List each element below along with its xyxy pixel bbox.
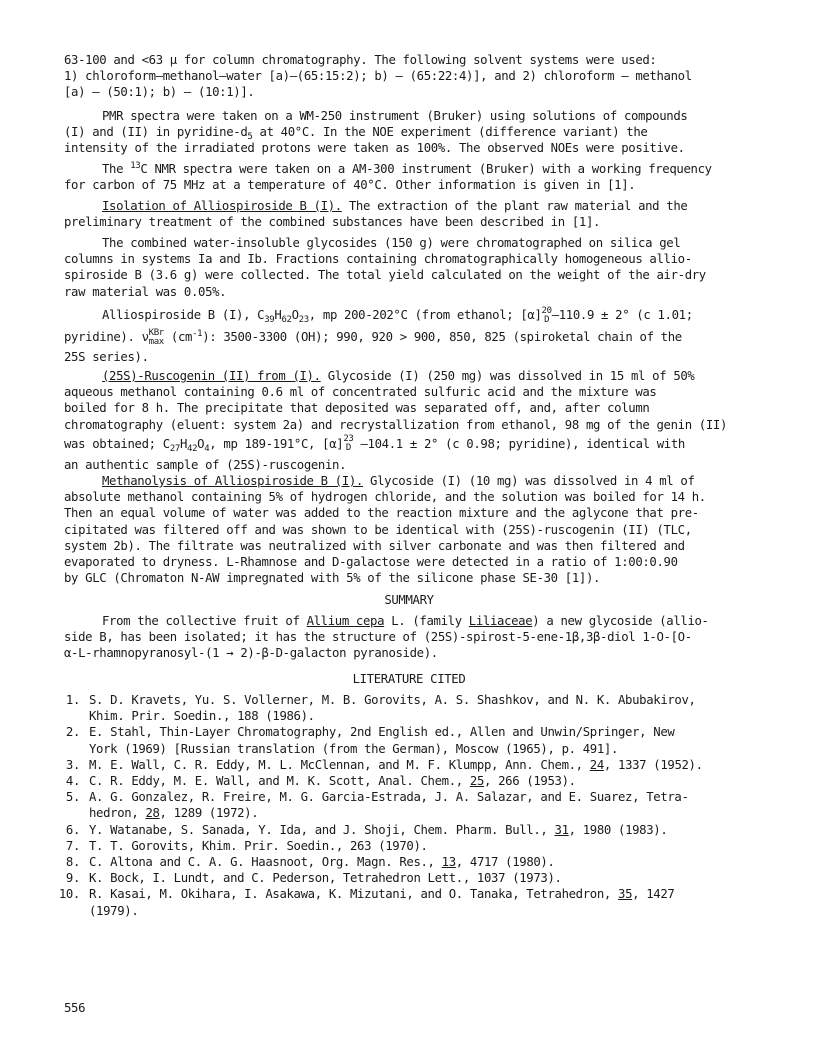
text-line: side B, has been isolated; it has the structure of (25S)-spirost-5-ene-1β,3β-diol 1-O-[O-: [64, 630, 692, 645]
text-line: evaporated to dryness. L-Rhamnose and D-galactose were detected in a ratio of 1:00:0.90: [64, 555, 678, 570]
text-line: [64, 368, 754, 384]
text-line: spiroside B (3.6 g) were collected. The total yield calculated on the weight of the air-dry: [64, 268, 706, 283]
text-line: [89, 757, 756, 773]
reference-item: [46, 870, 756, 886]
reference-number: 2.: [65, 725, 80, 740]
text-span: , 1337 (1952).: [603, 757, 703, 772]
text-span: , 1289 (1972).: [159, 806, 259, 821]
text-line: Then an equal volume of water was added to the reaction mixture and the aglycone that pre-: [64, 506, 699, 521]
isolation-paragraph: [64, 198, 754, 230]
subscript: 5: [247, 132, 253, 143]
text-line: [89, 886, 756, 902]
reference-text: [89, 773, 756, 789]
intro-paragraph: [64, 52, 754, 101]
text-line: absolute methanol containing 5% of hydrogen chloride, and the solution was boiled for 14 h.: [64, 490, 706, 505]
summary-heading: SUMMARY: [384, 593, 434, 607]
text-line: chromatography (eluent: system 2a) and recrystallization from ethanol, 98 mg of the genin (II): [64, 417, 728, 432]
volume-number: 35: [618, 887, 633, 902]
text-line: cipitated was filtered off and was shown to be identical with (25S)-ruscogenin (II) (TLC,: [64, 522, 692, 537]
subscript: D: [544, 314, 550, 325]
reference-text: [89, 757, 756, 773]
text-line: an authentic sample of (25S)-ruscogenin.: [64, 457, 347, 472]
volume-number: 24: [589, 757, 604, 772]
text-line: [89, 854, 756, 870]
text-span: Glycoside (I) (10 mg) was dissolved in 4 ml of: [362, 474, 695, 488]
text-line: [89, 822, 756, 838]
superscript: 13: [130, 161, 141, 171]
text-line: [89, 805, 756, 821]
reference-number: 5.: [65, 790, 80, 805]
subscript: 39: [264, 315, 275, 325]
reference-item: [46, 854, 756, 870]
text-line: A. G. Gonzalez, R. Freire, M. G. Garcia-Estrada, J. A. Salazar, and E. Suarez, Tetra-: [89, 790, 689, 805]
text-line: [64, 161, 754, 177]
reference-text: [89, 886, 756, 918]
reference-text: [89, 822, 756, 838]
text-line: 63-100 and <63 μ for column chromatography. The following solvent systems were used:: [64, 53, 657, 67]
reference-item: [46, 757, 756, 773]
text-span: Y. Watanabe, S. Sanada, Y. Ida, and J. Shoji, Chem. Pharm. Bull.,: [89, 822, 555, 837]
text-line: [64, 613, 754, 629]
superscript: 23: [343, 434, 354, 445]
section-heading: Methanolysis of Alliospiroside B (I).: [102, 474, 363, 488]
text-span: (cm: [163, 330, 193, 344]
reference-item: [46, 724, 756, 756]
text-line: York (1969) [Russian translation (from the German), Moscow (1965), p. 491].: [89, 741, 619, 756]
text-span: (I) and (II) in pyridine-d: [64, 125, 248, 140]
summary-paragraph: [64, 613, 754, 662]
text-span: , 4717 (1980).: [455, 855, 555, 870]
rotation-indices: [542, 307, 552, 325]
subscript: 23: [298, 315, 309, 325]
methanolysis-paragraph: [64, 473, 754, 586]
text-line: [64, 198, 754, 214]
ruscogenin-paragraph: [64, 368, 754, 475]
page-number: 556: [64, 1001, 86, 1015]
text-line: E. Stahl, Thin-Layer Chromatography, 2nd English ed., Allen and Unwin/Springer, New: [89, 725, 675, 740]
text-span: C. Altona and C. A. G. Haasnoot, Org. Magn. Res.,: [89, 855, 442, 870]
text-line: K. Bock, I. Lundt, and C. Pederson, Tetrahedron Lett., 1037 (1973).: [89, 871, 562, 886]
text-span: Alliospiroside B (I), C: [102, 308, 265, 322]
text-span: pyridine). ν: [64, 330, 149, 344]
text-span: R. Kasai, M. Okihara, I. Asakawa, K. Mizutani, and O. Tanaka, Tetrahedron,: [89, 887, 619, 902]
text-span: at 40°C. In the NOE experiment (difference variant) the: [252, 125, 648, 140]
reference-item: [46, 822, 756, 838]
volume-number: 31: [554, 822, 569, 837]
text-span: O: [197, 436, 205, 451]
subscript: D: [345, 443, 351, 454]
text-span: H: [274, 308, 282, 322]
text-span: C. R. Eddy, M. E. Wall, and M. K. Scott, Anal. Chem.,: [89, 774, 470, 789]
text-line: [a) — (50:1); b) — (10:1)].: [64, 85, 255, 100]
text-line: system 2b). The filtrate was neutralized with silver carbonate and was then filtered and: [64, 538, 685, 553]
text-line: Khim. Prir. Soedin., 188 (1986).: [89, 709, 315, 724]
reference-item: [46, 886, 756, 918]
rotation-indices: [343, 435, 353, 453]
pmr-paragraph: [64, 108, 754, 157]
text-line: intensity of the irradiated protons were taken as 100%. The observed NOEs were positive.: [64, 141, 685, 156]
compound-paragraph: [64, 304, 754, 366]
combined-paragraph: [64, 235, 754, 300]
text-span: , 1427: [632, 887, 675, 902]
text-line: [64, 433, 754, 455]
text-line: 25S series).: [64, 350, 149, 364]
text-span: Glycoside (I) (250 mg) was dissolved in 15 ml of 50%: [320, 369, 695, 383]
text-line: S. D. Kravets, Yu. S. Vollerner, M. B. Gorovits, A. S. Shashkov, and N. K. Abubakirov,: [89, 693, 696, 707]
text-span: L. (family: [384, 614, 469, 628]
reference-text: [89, 724, 756, 756]
text-line: by GLC (Chromaton N-AW impregnated with 5% of the silicone phase SE-30 [1]).: [64, 571, 601, 586]
family-name: Liliaceae: [468, 614, 533, 628]
reference-number: 3.: [65, 757, 80, 772]
text-span: C NMR spectra were taken on a AM-300 instrument (Bruker) with a working frequency: [140, 162, 712, 176]
text-line: [64, 326, 754, 348]
text-span: ) a new glycoside (allio-: [532, 614, 709, 628]
reference-number: 10.: [58, 887, 80, 902]
text-line: [64, 124, 754, 143]
text-span: , mp 189-191°C, [α]: [209, 436, 344, 451]
reference-number: 4.: [65, 774, 80, 789]
text-line: [89, 773, 756, 789]
reference-text: [89, 854, 756, 870]
text-span: From the collective fruit of: [102, 614, 307, 628]
text-span: , 1980 (1983).: [568, 822, 668, 837]
text-line: (1979).: [89, 903, 139, 918]
literature-heading: LITERATURE CITED: [352, 672, 466, 686]
reference-text: [89, 870, 756, 886]
text-line: boiled for 8 h. The precipitate that deposited was separated off, and, after column: [64, 401, 650, 416]
reference-text: [89, 789, 756, 821]
reference-item: [46, 789, 756, 821]
reference-item: [46, 773, 756, 789]
text-span: The extraction of the plant raw material and the: [341, 199, 688, 213]
species-name: Allium cepa: [306, 614, 385, 628]
text-span: hedron,: [89, 806, 146, 821]
subscript: 4: [204, 443, 210, 454]
subscript: max: [148, 336, 164, 347]
text-line: aqueous methanol containing 0.6 ml of concentrated sulfuric acid and the mixture was: [64, 385, 657, 400]
reference-number: 7.: [65, 838, 80, 853]
subscript: 42: [187, 443, 198, 454]
section-heading: (25S)-Ruscogenin (II) from (I).: [102, 369, 321, 383]
text-line: The combined water-insoluble glycosides (150 g) were chromatographed on silica gel: [102, 236, 681, 250]
text-span: The: [102, 162, 131, 176]
text-line: for carbon of 75 MHz at a temperature of 40°C. Other information is given in [1].: [64, 178, 636, 193]
text-span: M. E. Wall, C. R. Eddy, M. L. McClennan, and M. F. Klumpp, Ann. Chem.,: [89, 757, 590, 772]
c13-paragraph: [64, 161, 754, 193]
reference-number: 9.: [65, 871, 80, 886]
text-line: preliminary treatment of the combined substances have been described in [1].: [64, 215, 601, 230]
text-span: —110.9 ± 2° (c 1.01;: [551, 308, 693, 322]
section-heading: Isolation of Alliospiroside B (I).: [102, 199, 342, 213]
reference-text: [89, 692, 756, 724]
text-line: [64, 304, 754, 326]
volume-number: 13: [441, 855, 456, 870]
reference-item: [46, 838, 756, 854]
subscript: 27: [169, 443, 180, 454]
ir-indices: [149, 329, 164, 347]
reference-item: [46, 692, 756, 724]
text-line: raw material was 0.05%.: [64, 284, 227, 299]
text-span: ): 3500-3300 (OH); 990, 920 > 900, 850, 825 (spiroketal chain of the: [202, 330, 682, 344]
text-line: [64, 473, 754, 489]
subscript: 62: [281, 315, 292, 325]
text-span: , 266 (1953).: [484, 774, 576, 789]
text-span: , mp 200-202°C (from ethanol; [α]: [308, 308, 542, 322]
text-line: PMR spectra were taken on a WM-250 instrument (Bruker) using solutions of compounds: [102, 109, 688, 123]
reference-number: 6.: [65, 822, 80, 837]
reference-number: 8.: [65, 855, 80, 870]
superscript: 20: [541, 305, 552, 316]
volume-number: 25: [469, 774, 484, 789]
text-span: was obtained; C: [64, 436, 170, 451]
text-line: T. T. Gorovits, Khim. Prir. Soedin., 263 (1970).: [89, 838, 428, 853]
text-line: columns in systems Ia and Ib. Fractions containing chromatographically homogeneous allio-: [64, 252, 692, 267]
text-line: 1) chloroform—methanol—water [a)—(65:15:2); b) — (65:22:4)], and 2) chloroform — methanol: [64, 69, 692, 84]
volume-number: 28: [145, 806, 160, 821]
text-span: —104.1 ± 2° (c 0.98; pyridine), identical with: [353, 436, 685, 451]
reference-text: [89, 838, 756, 854]
reference-number: 1.: [65, 693, 80, 707]
superscript: KBr: [148, 327, 164, 338]
superscript: -1: [192, 329, 203, 339]
text-span: H: [179, 436, 188, 451]
text-span: O: [291, 308, 299, 322]
reference-list: [46, 692, 756, 919]
text-line: α-L-rhamnopyranosyl-(1 → 2)-β-D-galacton pyranoside).: [64, 646, 438, 661]
